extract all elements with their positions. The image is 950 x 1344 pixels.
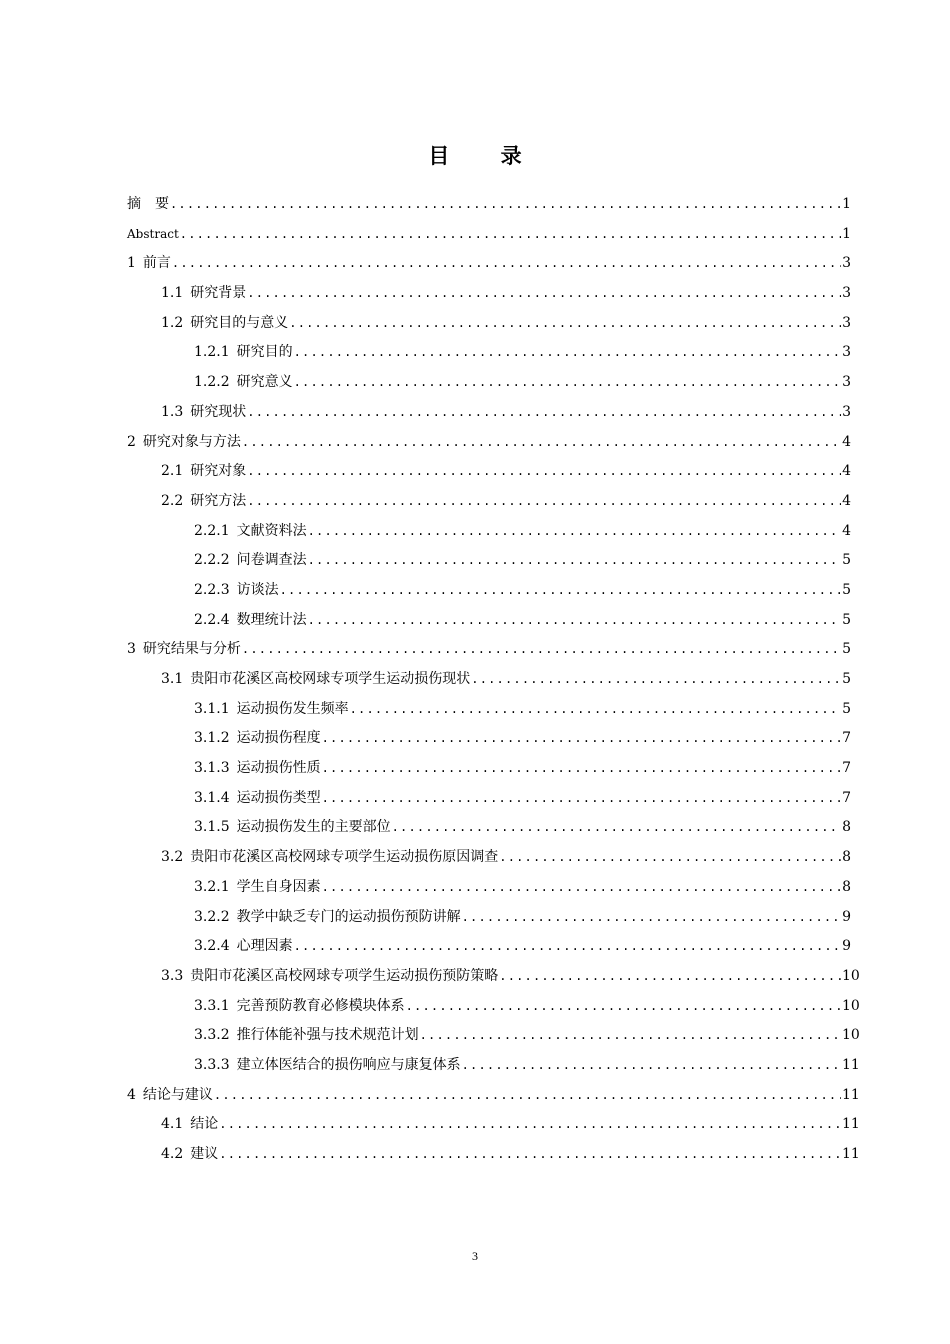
toc-entry-title: 运动损伤程度	[236, 730, 321, 747]
toc-entry-title: 数理统计法	[236, 611, 307, 628]
toc-entry[interactable]	[127, 457, 851, 487]
toc-entry[interactable]	[127, 606, 851, 636]
toc-entry-number: 2.2.2	[194, 552, 230, 569]
toc-entry-page: 4	[842, 492, 851, 509]
toc-entry[interactable]	[127, 1021, 860, 1051]
dot-leader	[308, 546, 841, 576]
toc-entry[interactable]	[127, 428, 851, 458]
toc-entry-page: 3	[842, 314, 851, 331]
toc-entry-title: 研究意义	[236, 374, 293, 391]
page-title: 目 录	[428, 144, 544, 168]
toc-entry[interactable]	[127, 873, 851, 903]
toc-entry-page: 7	[842, 789, 851, 806]
toc-entry-title: 结论与建议	[142, 1086, 213, 1103]
toc-entry-number: 2.2.3	[194, 581, 230, 598]
toc-entry-page: 3	[842, 285, 851, 302]
toc-entry[interactable]	[127, 754, 851, 784]
toc-entry-number: 4	[127, 1086, 136, 1103]
toc-entry-page: 3	[842, 255, 851, 272]
dot-leader	[294, 368, 841, 398]
toc-entry-page: 8	[842, 878, 851, 895]
toc-entry[interactable]	[127, 992, 860, 1022]
toc-entry-title: Abstract	[127, 226, 179, 241]
toc-entry-page: 11	[842, 1146, 860, 1162]
toc-entry-number: 2.2	[161, 492, 184, 509]
toc-entry[interactable]	[127, 1051, 860, 1081]
toc-entry[interactable]	[127, 962, 860, 992]
toc-entry-title: 研究目的	[236, 344, 293, 361]
toc-entry-title: 运动损伤发生频率	[236, 700, 349, 717]
toc-entry-title: 贵阳市花溪区高校网球专项学生运动损伤原因调查	[190, 849, 499, 866]
toc-entry-title: 完善预防教育必修模块体系	[236, 997, 405, 1014]
toc-entry-page: 3	[842, 403, 851, 420]
dot-leader	[462, 1051, 841, 1081]
dot-leader	[499, 962, 841, 992]
dot-leader	[294, 932, 841, 962]
toc-entry[interactable]	[127, 1110, 860, 1140]
toc-entry-title: 教学中缺乏专门的运动损伤预防讲解	[236, 908, 461, 925]
toc-entry[interactable]	[127, 309, 851, 339]
toc-entry-title: 研究对象	[190, 463, 247, 480]
toc-entry[interactable]	[127, 695, 851, 725]
toc-entry-number: 3.2.2	[194, 908, 230, 925]
toc-entry-title: 建议	[190, 1146, 219, 1162]
toc-entry-page: 5	[842, 700, 851, 717]
toc-entry-page: 11	[842, 1116, 860, 1133]
page-number: 3	[472, 1249, 478, 1263]
dot-leader	[322, 724, 841, 754]
toc-entry-title: 研究结果与分析	[142, 641, 241, 658]
toc-entry-title: 研究目的与意义	[190, 314, 289, 331]
toc-entry-title: 推行体能补强与技术规范计划	[236, 1027, 419, 1044]
dot-leader	[308, 517, 841, 547]
dot-leader	[242, 428, 841, 458]
table-of-contents	[127, 190, 860, 1170]
toc-entry-page: 9	[842, 908, 851, 925]
dot-leader	[170, 190, 841, 220]
toc-entry-title: 摘 要	[127, 196, 169, 212]
toc-entry-number: 1.2.2	[194, 374, 230, 391]
toc-entry[interactable]	[127, 1081, 860, 1111]
dot-leader	[420, 1021, 841, 1051]
toc-entry-title: 心理因素	[236, 938, 293, 955]
toc-entry-number: 1	[127, 255, 136, 272]
toc-entry-page: 8	[842, 819, 851, 836]
toc-entry-page: 3	[842, 344, 851, 361]
toc-entry-page: 11	[842, 1056, 860, 1073]
toc-entry-page: 7	[842, 730, 851, 747]
toc-entry-number: 2.1	[161, 463, 184, 480]
toc-entry[interactable]	[127, 487, 851, 517]
dot-leader	[322, 784, 841, 814]
toc-entry[interactable]	[127, 903, 851, 933]
dot-leader	[172, 249, 841, 279]
toc-entry-title: 前言	[142, 255, 171, 272]
toc-entry-number: 3.1	[161, 671, 184, 687]
dot-leader	[308, 606, 841, 636]
toc-entry-number: 3.3	[161, 967, 184, 984]
toc-entry-number: 3.3.3	[194, 1056, 230, 1073]
toc-entry-page: 4	[842, 522, 851, 539]
toc-entry[interactable]	[127, 338, 851, 368]
toc-entry-number: 3.1.2	[194, 730, 230, 747]
toc-entry-page: 4	[842, 463, 851, 480]
toc-entry[interactable]	[127, 635, 851, 665]
toc-entry-number: 2.2.4	[194, 611, 230, 628]
toc-entry-number: 1.1	[161, 285, 184, 302]
toc-entry-page: 3	[842, 374, 851, 391]
toc-entry-page: 8	[842, 849, 851, 866]
toc-entry-page: 11	[842, 1086, 860, 1103]
toc-entry-title: 问卷调查法	[236, 552, 307, 569]
toc-entry-number: 3	[127, 641, 136, 658]
dot-leader	[294, 338, 841, 368]
toc-entry-number: 1.2	[161, 314, 184, 331]
toc-entry-number: 2	[127, 433, 136, 450]
toc-entry-page: 5	[842, 641, 851, 658]
toc-entry-number: 3.1.1	[194, 700, 230, 717]
toc-entry-number: 4.1	[161, 1116, 184, 1133]
toc-entry-title: 研究方法	[190, 492, 247, 509]
dot-leader	[350, 695, 841, 725]
toc-entry-title: 研究对象与方法	[142, 433, 241, 450]
toc-entry-page: 10	[842, 1027, 860, 1044]
dot-leader	[392, 813, 841, 843]
toc-entry[interactable]	[127, 665, 851, 695]
toc-entry[interactable]	[127, 576, 851, 606]
toc-entry-page: 5	[842, 552, 851, 569]
toc-entry-number: 3.1.4	[194, 789, 230, 806]
dot-leader	[462, 903, 841, 933]
toc-entry-page: 7	[842, 760, 851, 777]
dot-leader	[247, 398, 841, 428]
toc-entry-title: 文献资料法	[236, 522, 307, 539]
toc-entry-title: 运动损伤类型	[236, 789, 321, 806]
toc-entry-number: 2.2.1	[194, 522, 230, 539]
toc-entry[interactable]	[127, 368, 851, 398]
toc-entry-number: 3.2	[161, 849, 184, 866]
toc-entry-title: 学生自身因素	[236, 878, 321, 895]
dot-leader	[247, 457, 841, 487]
toc-entry[interactable]	[127, 784, 851, 814]
toc-entry-title: 运动损伤性质	[236, 760, 321, 777]
toc-entry-number: 3.2.4	[194, 938, 230, 955]
toc-entry-page: 1	[842, 196, 851, 212]
toc-entry-title: 研究背景	[190, 285, 247, 302]
toc-entry-page: 4	[842, 433, 851, 450]
toc-entry[interactable]	[127, 932, 851, 962]
toc-entry[interactable]	[127, 249, 851, 279]
dot-leader	[322, 873, 841, 903]
dot-leader	[289, 309, 841, 339]
dot-leader	[219, 1110, 841, 1140]
toc-entry-title: 访谈法	[236, 581, 279, 598]
toc-entry[interactable]	[127, 220, 851, 250]
toc-entry-page: 5	[842, 671, 851, 687]
toc-entry-title: 结论	[190, 1116, 219, 1133]
toc-entry-title: 运动损伤发生的主要部位	[236, 819, 391, 836]
toc-entry-number: 3.1.3	[194, 760, 230, 777]
toc-entry[interactable]	[127, 813, 851, 843]
toc-entry-page: 1	[842, 225, 851, 242]
toc-entry-page: 10	[842, 967, 860, 984]
dot-leader	[214, 1081, 841, 1111]
toc-entry[interactable]	[127, 190, 851, 220]
toc-entry-title: 贵阳市花溪区高校网球专项学生运动损伤预防策略	[190, 967, 499, 984]
dot-leader	[180, 220, 841, 250]
toc-entry[interactable]	[127, 1140, 860, 1170]
toc-entry[interactable]	[127, 546, 851, 576]
dot-leader	[242, 635, 841, 665]
toc-entry[interactable]	[127, 398, 851, 428]
toc-entry-title: 建立体医结合的损伤响应与康复体系	[236, 1056, 461, 1073]
toc-entry-title: 研究现状	[190, 403, 247, 420]
dot-leader	[219, 1140, 841, 1170]
toc-entry-number: 1.3	[161, 403, 184, 420]
toc-entry[interactable]	[127, 724, 851, 754]
dot-leader	[247, 279, 841, 309]
toc-entry-number: 4.2	[161, 1146, 184, 1162]
toc-entry-number: 1.2.1	[194, 344, 230, 361]
toc-entry-number: 3.1.5	[194, 819, 230, 836]
dot-leader	[280, 576, 841, 606]
dot-leader	[322, 754, 841, 784]
toc-entry-page: 5	[842, 581, 851, 598]
dot-leader	[406, 992, 841, 1022]
toc-entry-page: 5	[842, 611, 851, 628]
toc-entry-number: 3.2.1	[194, 878, 230, 895]
dot-leader	[499, 843, 841, 873]
toc-entry[interactable]	[127, 843, 851, 873]
dot-leader	[247, 487, 841, 517]
toc-entry-page: 9	[842, 938, 851, 955]
toc-entry-number: 3.3.1	[194, 997, 230, 1014]
toc-entry[interactable]	[127, 517, 851, 547]
toc-entry-page: 10	[842, 997, 860, 1014]
toc-entry[interactable]	[127, 279, 851, 309]
toc-entry-number: 3.3.2	[194, 1027, 230, 1044]
dot-leader	[471, 665, 841, 695]
toc-entry-title: 贵阳市花溪区高校网球专项学生运动损伤现状	[190, 671, 471, 687]
